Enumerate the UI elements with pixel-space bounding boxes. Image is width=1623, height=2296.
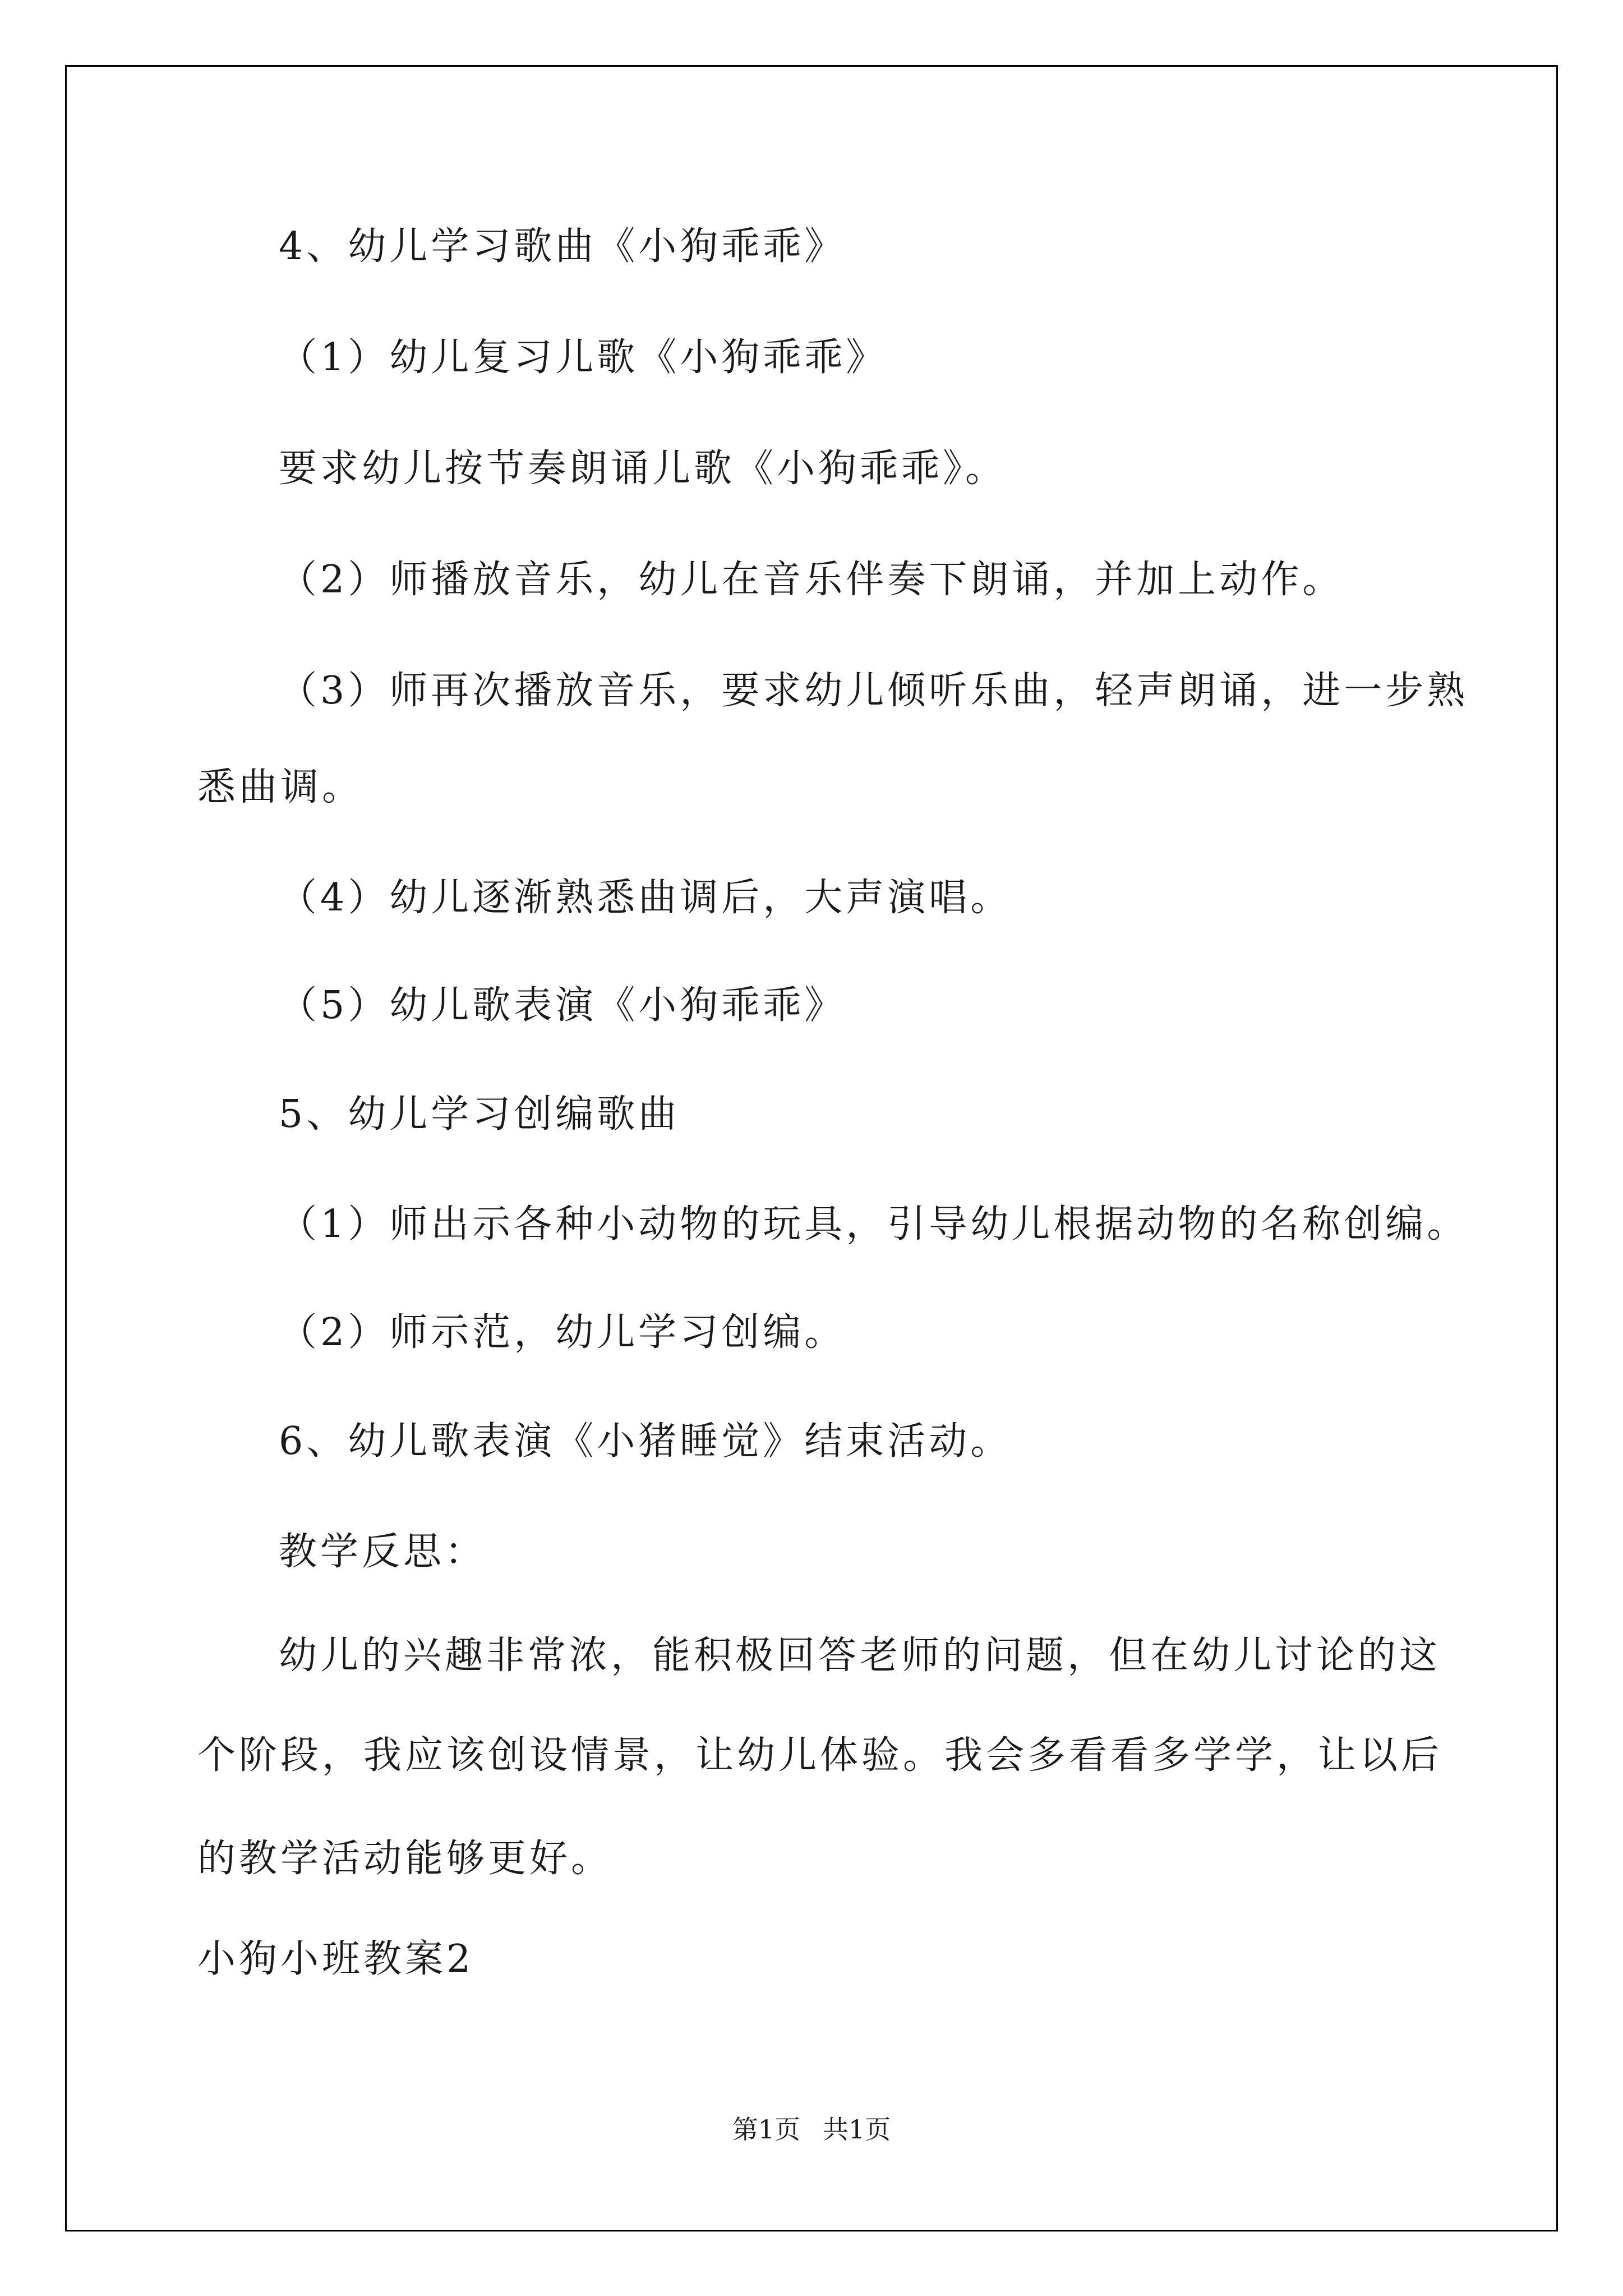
body-line-3: 要求幼儿按节奏朗诵儿歌《小狗乖乖》。 (279, 447, 1007, 491)
body-line-17: 小狗小班教案2 (197, 1937, 474, 1981)
body-line-10: （1）师出示各种小动物的玩具，引导幼儿根据动物的名称创编。 (279, 1202, 1469, 1246)
body-line-6: 悉曲调。 (197, 765, 364, 809)
page-total: 共1页 (823, 2114, 891, 2145)
body-line-1: 4、幼儿学习歌曲《小狗乖乖》 (279, 224, 846, 269)
body-line-2: （1）幼儿复习儿歌《小狗乖乖》 (279, 335, 888, 380)
body-line-13: 教学反思： (279, 1530, 487, 1574)
page-number: 第1页 (732, 2114, 800, 2145)
body-line-8: （5）幼儿歌表演《小狗乖乖》 (279, 983, 846, 1028)
body-line-7: （4）幼儿逐渐熟悉曲调后，大声演唱。 (279, 876, 1012, 920)
body-line-11: （2）师示范，幼儿学习创编。 (279, 1310, 846, 1355)
page-border (65, 65, 1558, 2231)
body-line-5: （3）师再次播放音乐，要求幼儿倾听乐曲，轻声朗诵，进一步熟 (279, 669, 1469, 713)
body-line-4: （2）师播放音乐，幼儿在音乐伴奏下朗诵，并加上动作。 (279, 558, 1344, 602)
body-line-12: 6、幼儿歌表演《小猪睡觉》结束活动。 (279, 1419, 1012, 1464)
body-line-16: 的教学活动能够更好。 (197, 1837, 613, 1881)
page-footer (0, 2114, 1623, 2145)
body-line-15: 个阶段，我应该创设情景，让幼儿体验。我会多看看多学学，让以后 (197, 1733, 1443, 1778)
body-line-14: 幼儿的兴趣非常浓，能积极回答老师的问题，但在幼儿讨论的这 (279, 1634, 1441, 1678)
body-line-9: 5、幼儿学习创编歌曲 (279, 1092, 680, 1137)
